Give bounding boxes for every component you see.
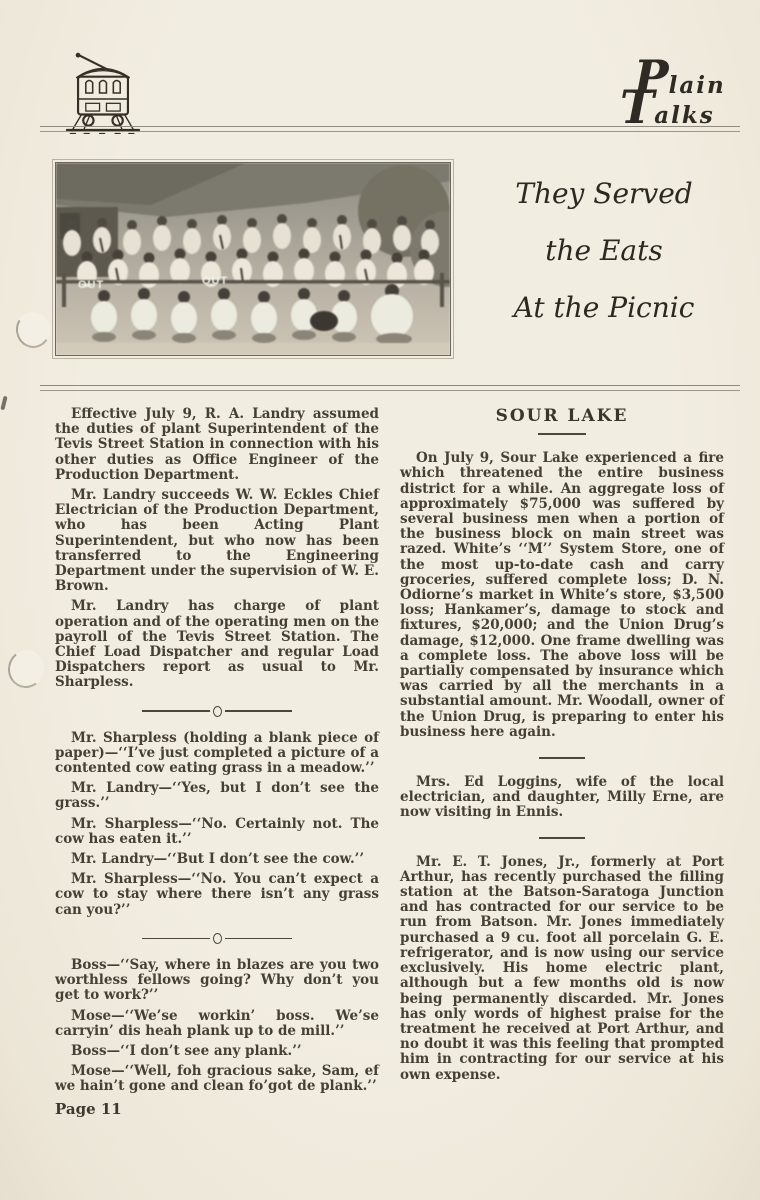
headline-line: At the Picnic: [513, 291, 695, 325]
ornament-divider: [142, 706, 292, 717]
divider-bar: [225, 938, 293, 940]
divider-bar: [142, 710, 210, 712]
photo-out-sign: OUT: [78, 279, 105, 291]
punch-hole: [13, 309, 54, 351]
article-paragraph: On July 9, Sour Lake experienced a fire which threatened the entire business district for a while. An aggregate loss of approximately $75,000 was suffered by several business men when a portion of the business block on main street was razed. White’s ‘‘M’’ System Store, one of the most up-to-date cash and carry groceries, suffered complete loss; D. N. Odiorne’s market in White’s store, $3,500 loss; Hankamer’s, damage to stock and fixtures, $20,000; and the Union Drug’s damage, $12,000. One frame dwelling was a complete loss. The above loss will be partially compensated by insurance which was carried by all the merchants in a substantial amount. Mr. Woodall, owner of the Union Drug, is preparing to enter his business here again.: [400, 450, 724, 740]
joke-line: Boss—‘‘I don’t see any plank.’’: [71, 1042, 302, 1059]
article-paragraph: Mr. Landry has charge of plant operation and of the operating men on the payroll of the Tevis Street Station. The Chief Load Dispatcher and regular Load Dispatchers report as usual to Mr. Sharpless.: [55, 598, 379, 691]
logo-line-plain: Plain: [634, 50, 726, 104]
punch-hole: [6, 648, 47, 691]
joke-line: Mr. Sharpless (holding a blank piece of paper)—‘‘I’ve just completed a picture of a contented cow eating grass in a meadow.’’: [55, 729, 379, 777]
headline-line: They Served: [515, 177, 693, 210]
ink-blemish: [0, 396, 7, 411]
logo-line-talks: Talks: [620, 80, 715, 134]
headline-line: the Eats: [545, 234, 663, 268]
article-paragraph: Mrs. Ed Loggins, wife of the local electrician, and daughter, Milly Erne, are now visiting in Ennis.: [400, 773, 724, 820]
picnic-group-photo: [55, 162, 451, 356]
joke-line: Mr. Landry—‘‘Yes, but I don’t see the grass.’’: [55, 780, 379, 812]
article-paragraph: Effective July 9, R. A. Landry assumed the duties of plant Superintendent of the Tevis Street Station in connection with his other duties as Office Engineer of the Production Department.: [55, 406, 379, 483]
joke-line: Boss—‘‘Say, where in blazes are you two worthless fellows going? Why don’t you get to work?’’: [55, 956, 379, 1004]
plain-talks-logo: [608, 50, 744, 134]
header-rule: [40, 126, 740, 132]
divider-ring-icon: [213, 933, 222, 944]
item-divider: [539, 837, 585, 839]
divider-bar: [142, 938, 210, 940]
article-paragraph: Mr. Landry succeeds W. W. Eckles Chief Electrician of the Production Department, who has been Acting Plant Superintendent, but who now has been transferred to the Engineering Department under the supervision of W. E. Brown.: [55, 487, 379, 595]
section-rule: [40, 385, 740, 391]
left-column: [55, 407, 379, 1100]
heading-rule: [538, 433, 586, 435]
page-number: Page 11: [55, 1100, 122, 1118]
joke-line: Mose—‘‘Well, foh gracious sake, Sam, ef we hain’t gone and clean fo’got de plank.’’: [55, 1063, 379, 1095]
ornament-divider: [142, 933, 292, 944]
divider-ring-icon: [213, 706, 222, 717]
article-paragraph: Mr. E. T. Jones, Jr., formerly at Port Arthur, has recently purchased the filling station at the Batson-Saratoga Junction and has contracted for our service to be run from Batson. Mr. Jones immediately purchased a 9 cu. foot all porcelain G. E. refrigerator, and is now using our service exclusively. His home electric plant, although but a few months old is now being permanently discarded. Mr. Jones has only words of highest praise for the treatment he received at Port Arthur, and no doubt it was this feeling that prompted him in contracting for our service at his own expense.: [400, 853, 724, 1083]
section-heading-sour-lake: SOUR LAKE: [495, 406, 629, 426]
joke-line: Mose—‘‘We’se workin’ boss. We’se carryin’ dis heah plank up to de mill.’’: [55, 1007, 379, 1039]
item-divider: [539, 757, 585, 759]
joke-line: Mr. Sharpless—‘‘No. Certainly not. The cow has eaten it.’’: [55, 815, 379, 847]
photo-headline: [474, 178, 734, 350]
right-column: [400, 407, 724, 1088]
streetcar-icon: [60, 50, 146, 138]
photo-out-sign: OUT: [202, 275, 229, 287]
joke-line: Mr. Landry—‘‘But I don’t see the cow.’’: [71, 851, 365, 868]
divider-bar: [225, 710, 293, 712]
joke-line: Mr. Sharpless—‘‘No. You can’t expect a cow to stay where there isn’t any grass can you?’’: [55, 871, 379, 918]
